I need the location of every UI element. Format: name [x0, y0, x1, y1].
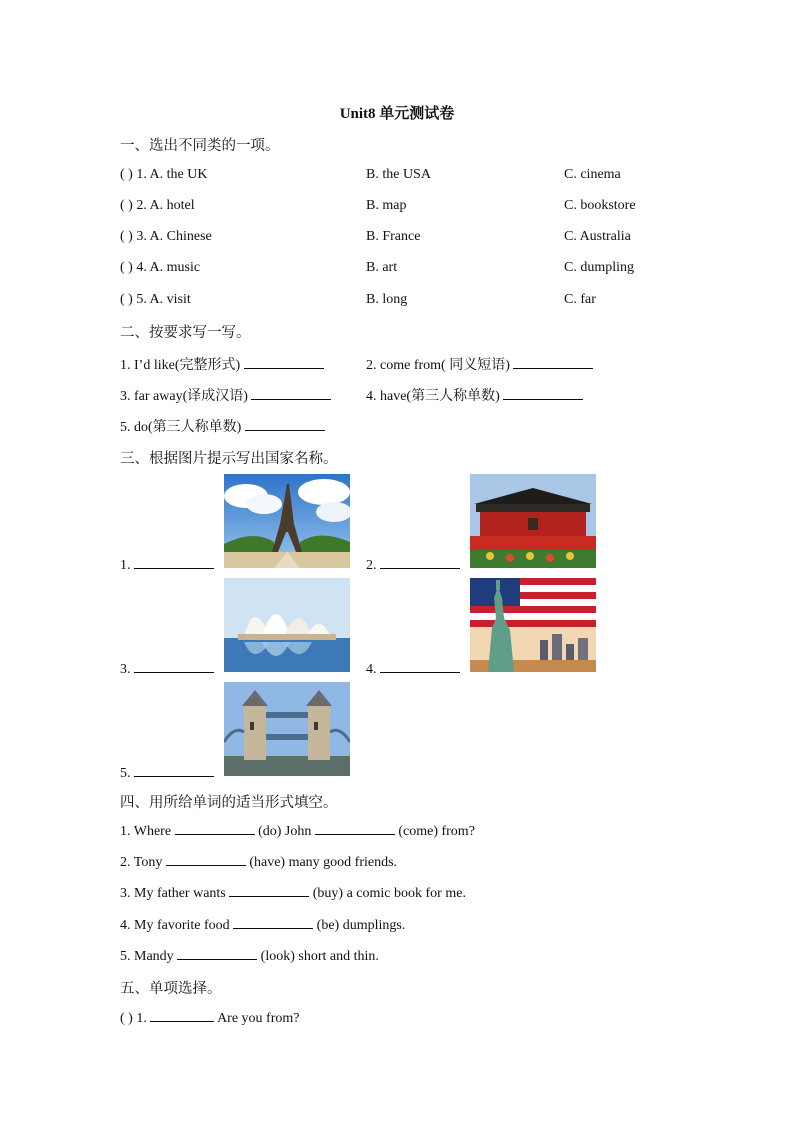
part2-q5-text: 5. do(第三人称单数)	[120, 420, 242, 435]
part4-q2	[120, 853, 397, 871]
part2-q2-text: 2. come from( 同义短语)	[366, 358, 510, 373]
answer-blank[interactable]	[251, 387, 331, 400]
part2-q3-text: 3. far away(译成汉语)	[120, 389, 248, 404]
statue-of-liberty-image	[470, 578, 596, 672]
section-3-heading: 三、根据图片提示写出国家名称。	[120, 451, 338, 467]
answer-blank[interactable]	[166, 853, 246, 866]
part1-q5-b: B. long	[366, 292, 408, 307]
eiffel-tower-image	[224, 474, 350, 568]
part1-q3-b: B. France	[366, 229, 421, 244]
part4-q5-text-a: 5. Mandy	[120, 949, 174, 964]
part3-q4	[366, 660, 460, 678]
tower-bridge-image	[224, 682, 350, 776]
answer-blank[interactable]	[380, 660, 460, 673]
part4-q1-text-c: (come) from?	[398, 824, 475, 839]
part1-q1-a: ( ) 1. A. the UK	[120, 167, 208, 182]
part2-q5	[120, 416, 325, 436]
answer-blank[interactable]	[134, 556, 214, 569]
part3-q5-num: 5.	[120, 766, 131, 781]
part1-q5-a: ( ) 5. A. visit	[120, 292, 191, 307]
answer-blank[interactable]	[175, 822, 255, 835]
answer-blank[interactable]	[503, 387, 583, 400]
part4-q4-text-a: 4. My favorite food	[120, 918, 230, 933]
part4-q3	[120, 884, 466, 902]
answer-blank[interactable]	[380, 556, 460, 569]
part2-q2	[366, 354, 593, 374]
part3-q2	[366, 556, 460, 574]
answer-blank[interactable]	[315, 822, 395, 835]
part1-q4-b: B. art	[366, 260, 398, 275]
answer-blank[interactable]	[134, 764, 214, 777]
part3-q3-num: 3.	[120, 662, 131, 677]
answer-blank[interactable]	[150, 1009, 214, 1022]
part3-q1	[120, 556, 214, 574]
part1-q4-a: ( ) 4. A. music	[120, 260, 201, 275]
part4-q5-text-b: (look) short and thin.	[260, 949, 379, 964]
part2-q1	[120, 354, 324, 374]
part4-q2-text-b: (have) many good friends.	[249, 855, 398, 870]
part2-q1-text: 1. I’d like(完整形式)	[120, 358, 241, 373]
part1-q1-c: C. cinema	[564, 167, 621, 182]
answer-blank[interactable]	[244, 356, 324, 369]
part3-q5	[120, 764, 214, 782]
part1-q2-a: ( ) 2. A. hotel	[120, 198, 195, 213]
part1-q1-b: B. the USA	[366, 167, 431, 182]
part2-q3	[120, 385, 331, 405]
part1-q2-b: B. map	[366, 198, 407, 213]
answer-blank[interactable]	[245, 418, 325, 431]
sydney-opera-house-image	[224, 578, 350, 672]
part4-q5	[120, 947, 379, 965]
answer-blank[interactable]	[134, 660, 214, 673]
part3-q1-num: 1.	[120, 558, 131, 573]
part3-q3	[120, 660, 214, 678]
part2-q4-text: 4. have(第三人称单数)	[366, 389, 500, 404]
section-4-heading: 四、用所给单词的适当形式填空。	[120, 795, 338, 811]
tiananmen-image	[470, 474, 596, 568]
section-1-heading: 一、选出不同类的一项。	[120, 138, 280, 154]
part4-q1-text-b: (do) John	[258, 824, 312, 839]
part1-q5-c: C. far	[564, 292, 596, 307]
part2-q4	[366, 385, 583, 405]
answer-blank[interactable]	[229, 884, 309, 897]
answer-blank[interactable]	[177, 947, 257, 960]
part4-q1	[120, 822, 475, 840]
answer-blank[interactable]	[513, 356, 593, 369]
part1-q3-a: ( ) 3. A. Chinese	[120, 229, 212, 244]
part3-q2-num: 2.	[366, 558, 377, 573]
section-5-heading: 五、单项选择。	[120, 981, 222, 997]
answer-blank[interactable]	[233, 916, 313, 929]
part4-q1-text-a: 1. Where	[120, 824, 172, 839]
part1-q3-c: C. Australia	[564, 229, 631, 244]
part4-q2-text-a: 2. Tony	[120, 855, 163, 870]
part4-q3-text-b: (buy) a comic book for me.	[312, 886, 466, 901]
part3-q4-num: 4.	[366, 662, 377, 677]
part1-q4-c: C. dumpling	[564, 260, 635, 275]
part5-q1-text: Are you from?	[217, 1011, 300, 1026]
part4-q4	[120, 916, 405, 934]
part5-q1-num: ( ) 1.	[120, 1011, 147, 1026]
part5-q1	[120, 1009, 299, 1027]
part4-q3-text-a: 3. My father wants	[120, 886, 226, 901]
part1-q2-c: C. bookstore	[564, 198, 636, 213]
part4-q4-text-b: (be) dumplings.	[316, 918, 406, 933]
page-title: Unit8 单元测试卷	[339, 106, 455, 122]
section-2-heading: 二、按要求写一写。	[120, 325, 251, 341]
